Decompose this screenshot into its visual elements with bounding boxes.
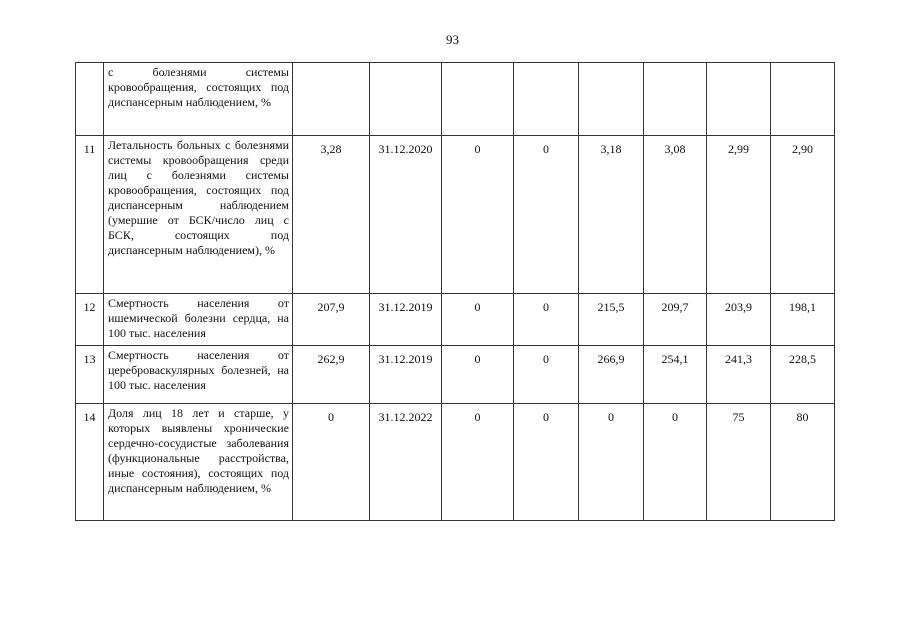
value-cell: 0 <box>514 294 579 346</box>
value-cell: 0 <box>514 136 579 294</box>
value-cell: 80 <box>771 404 835 521</box>
value-cell: 3,28 <box>293 136 370 294</box>
value-cell: 228,5 <box>771 346 835 404</box>
row-number-cell: 13 <box>76 346 104 404</box>
value-cell: 0 <box>514 346 579 404</box>
table-row <box>76 294 835 346</box>
value-cell <box>707 63 771 136</box>
value-cell: 241,3 <box>707 346 771 404</box>
page-number: 93 <box>446 32 459 47</box>
value-cell: 2,90 <box>771 136 835 294</box>
table-row <box>76 404 835 521</box>
row-number-cell: 11 <box>76 136 104 294</box>
value-cell <box>771 63 835 136</box>
value-cell: 215,5 <box>579 294 644 346</box>
value-cell: 3,08 <box>644 136 707 294</box>
value-cell <box>514 63 579 136</box>
value-cell: 31.12.2020 <box>370 136 442 294</box>
value-cell: 198,1 <box>771 294 835 346</box>
value-cell <box>370 63 442 136</box>
value-cell: 0 <box>442 294 514 346</box>
value-cell: 31.12.2019 <box>370 294 442 346</box>
value-cell: 207,9 <box>293 294 370 346</box>
value-cell: 262,9 <box>293 346 370 404</box>
value-cell <box>293 63 370 136</box>
row-number-cell: 12 <box>76 294 104 346</box>
value-cell: 0 <box>514 404 579 521</box>
value-cell: 209,7 <box>644 294 707 346</box>
indicator-name-cell: Доля лиц 18 лет и старше, у которых выявлены хронические сердечно-сосудистые заболевания (функциональные расстройства, иные состояния), состоящих под диспансерным наблюдением, % <box>104 404 293 521</box>
value-cell: 31.12.2019 <box>370 346 442 404</box>
value-cell: 0 <box>293 404 370 521</box>
value-cell <box>644 63 707 136</box>
value-cell: 3,18 <box>579 136 644 294</box>
indicator-name-cell: Летальность больных с болезнями системы кровообращения среди лиц с болезнями системы кровообращения, состоящих под диспансерным наблюдением (умершие от БСК/число лиц с БСК, состоящих под диспансерным наблюдением), % <box>104 136 293 294</box>
indicator-name-cell: Смертность населения от цереброваскулярных болезней, на 100 тыс. населения <box>104 346 293 404</box>
value-cell: 0 <box>579 404 644 521</box>
value-cell <box>442 63 514 136</box>
table-row <box>76 346 835 404</box>
value-cell: 0 <box>442 404 514 521</box>
value-cell: 266,9 <box>579 346 644 404</box>
value-cell: 75 <box>707 404 771 521</box>
value-cell: 0 <box>442 346 514 404</box>
indicator-name-cell: с болезнями системы кровообращения, состоящих под диспансерным наблюдением, % <box>104 63 293 136</box>
row-number-cell <box>76 63 104 136</box>
table-row <box>76 63 835 136</box>
value-cell: 203,9 <box>707 294 771 346</box>
value-cell: 254,1 <box>644 346 707 404</box>
table-row <box>76 136 835 294</box>
value-cell <box>579 63 644 136</box>
row-number-cell: 14 <box>76 404 104 521</box>
indicator-name-cell: Смертность населения от ишемической болезни сердца, на 100 тыс. населения <box>104 294 293 346</box>
value-cell: 31.12.2022 <box>370 404 442 521</box>
value-cell: 0 <box>644 404 707 521</box>
value-cell: 0 <box>442 136 514 294</box>
value-cell: 2,99 <box>707 136 771 294</box>
indicators-table <box>75 62 835 521</box>
